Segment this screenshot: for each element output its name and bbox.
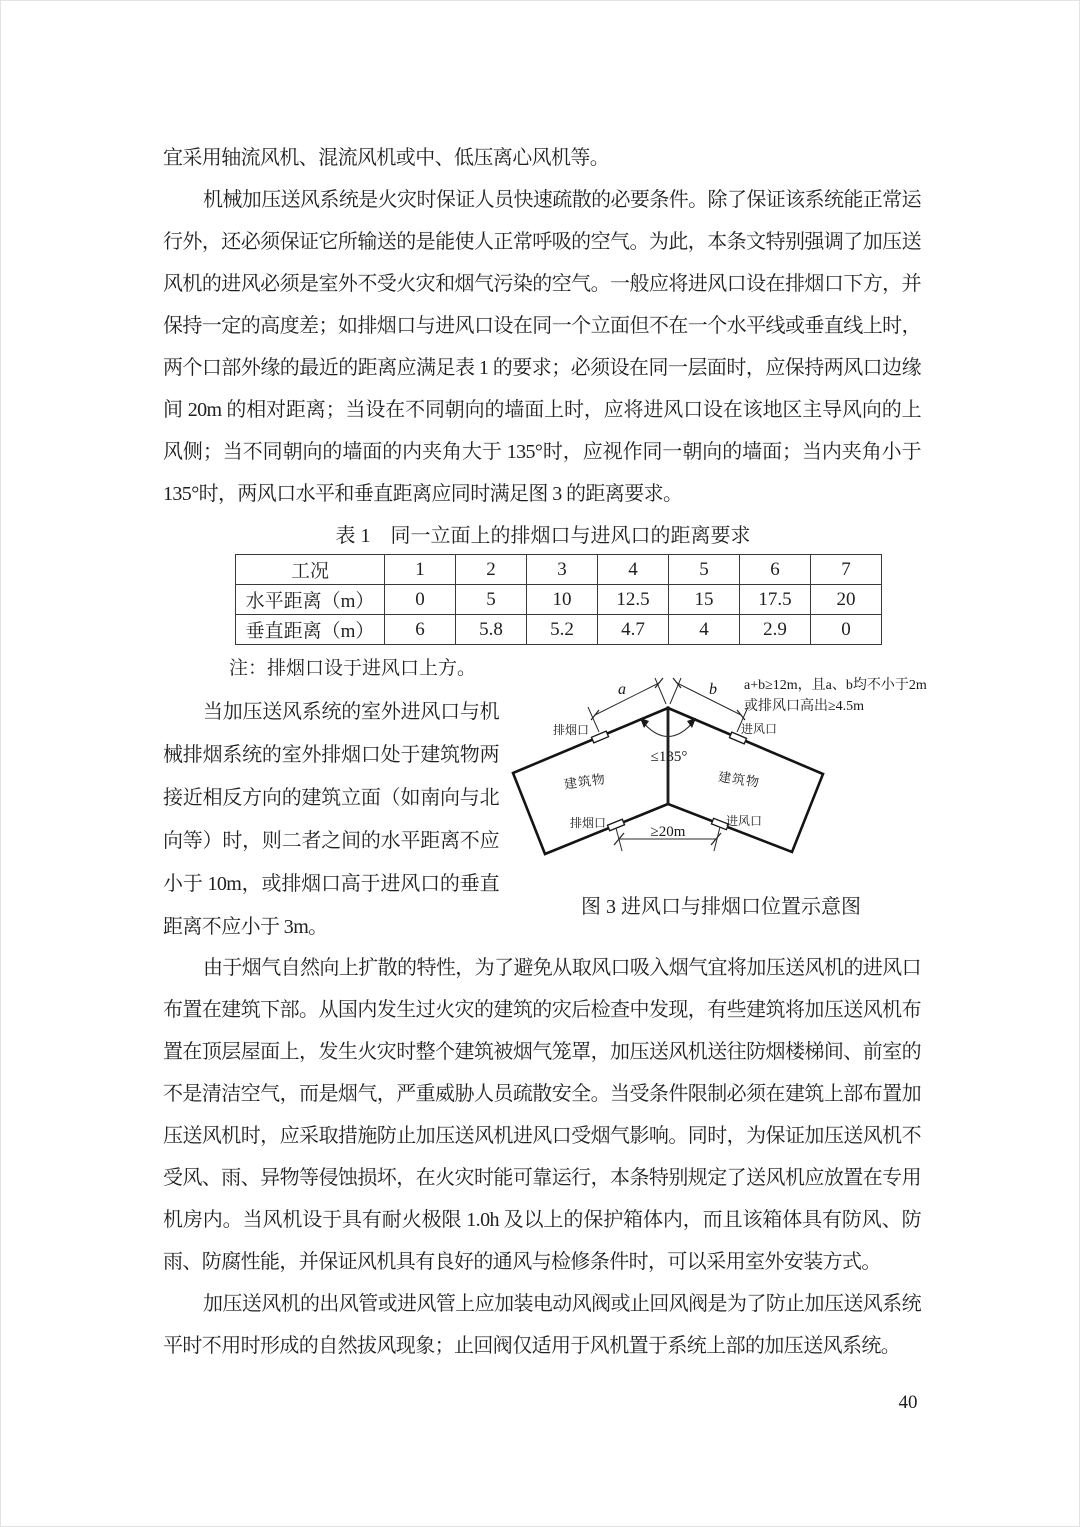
paragraph-mechanical: 机械加压送风系统是火灾时保证人员快速疏散的必要条件。除了保证该系统能正常运行外，还必须保证它所输送的是能使人正常呼吸的空气。为此，本条文特别强调了加压送风机的进风必须是室外不受火灾和烟气污染的空气。一般应将进风口设在排烟口下方，并保持一定的高度差；如排烟口与进风口设在同一个立面但不在一个水平线或垂直线上时，两个口部外缘的最近的距离应满足表 1 的要求；必须设在同一层面时，应保持两风口边缘间 20m 的相对距离；当设在不同朝向的墙面上时，应将进风口设在该地区主导风向的上风侧；当不同朝向的墙面的内夹角大于 135°时，应视作同一朝向的墙面；当内夹角小于 135°时，两风口水平和垂直距离应同时满足图 3 的距离要求。 [163,189,921,505]
smoke-outlet-label-top: 排烟口 [552,723,590,737]
table-cell: 水平距离（m） [236,585,385,615]
top-paragraph-block [163,137,921,515]
table-cell: 5.8 [456,615,527,645]
building-label-left: 建筑物 [563,771,607,792]
table-cell: 0 [385,585,456,615]
table-cell: 5.2 [527,615,598,645]
table-cell: 5 [669,555,740,585]
air-inlet-label-bottom: 进风口 [725,814,763,828]
paragraph-figure-side: 当加压送风系统的室外进风口与机械排烟系统的室外排烟口处于建筑物两接近相反方向的建筑立面（如南向与北向等）时，则二者之间的水平距离不应小于 10m，或排烟口高于进风口的垂直距离不应小于 3m。 [163,701,499,938]
figure-caption: 图 3 进风口与排烟口位置示意图 [581,896,861,918]
table-cell: 2 [456,555,527,585]
paragraph-valve: 加压送风机的出风管或进风管上应加装电动风阀或止回风阀是为了防止加压送风系统平时不用时形成的自然拔风现象；止回阀仅适用于风机置于系统上部的加压送风系统。 [163,1293,921,1357]
table-cell: 4 [669,615,740,645]
table-cell: 7 [811,555,882,585]
figure-side-paragraph-block [163,691,499,949]
building-diagram-svg [501,661,941,883]
table-note: 注：排烟口设于进风口上方。 [229,658,477,679]
table-cell: 工况 [236,555,385,585]
annotation-line1: a+b≥12m，且a、b均不小于2m [744,678,927,693]
table-cell: 6 [385,615,456,645]
table-cell: 垂直距离（m） [236,615,385,645]
page-number: 40 [898,1392,918,1413]
table-cell: 5 [456,585,527,615]
table-row-condition [236,555,882,585]
paragraph-intro: 宜采用轴流风机、混流风机或中、低压离心风机等。 [163,147,610,169]
figure-diagram [501,661,941,919]
table-cell: 20 [811,585,882,615]
table-cell: 3 [527,555,598,585]
building-label-right: 建筑物 [717,769,761,790]
table-cell: 12.5 [598,585,669,615]
paragraph-smoke-spread: 由于烟气自然向上扩散的特性，为了避免从取风口吸入烟气宜将加压送风机的进风口布置在建筑下部。从国内发生过火灾的建筑的灾后检查中发现，有些建筑将加压送风机布置在顶层屋面上，发生火灾时整个建筑被烟气笼罩，加压送风机送往防烟楼梯间、前室的不是清洁空气，而是烟气，严重威胁人员疏散安全。当受条件限制必须在建筑上部布置加压送风机时，应采取措施防止加压送风机进风口受烟气影响。同时，为保证加压送风机不受风、雨、异物等侵蚀损坏，在火灾时能可靠运行，本条特别规定了送风机应放置在专用机房内。当风机设于具有耐火极限 1.0h 及以上的保护箱体内，而且该箱体具有防风、防雨、防腐性能，并保证风机具有良好的通风与检修条件时，可以采用室外安装方式。 [163,957,921,1273]
table-cell: 1 [385,555,456,585]
dim-a-label: a [618,681,626,698]
table-cell: 17.5 [740,585,811,615]
distance-table [235,554,882,645]
dim-b-label: b [709,681,717,698]
table-cell: 4 [598,555,669,585]
table-cell: 6 [740,555,811,585]
table-row-horizontal [236,585,882,615]
extension-line [588,707,599,732]
table-cell: 4.7 [598,615,669,645]
table-cell: 2.9 [740,615,811,645]
angle-label: ≤135° [650,749,688,765]
table-title: 表 1 同一立面上的排烟口与进风口的距离要求 [335,525,751,547]
annotation-line2: 或排风口高出≥4.5m [744,699,865,714]
table-cell: 15 [669,585,740,615]
dimension-line-a [595,683,659,715]
smoke-outlet-label-bottom: 排烟口 [569,816,607,830]
bottom-paragraph-block [163,947,921,1367]
table-cell: 0 [811,615,882,645]
table-cell: 10 [527,585,598,615]
smoke-outlet-marker-top [591,731,608,743]
dim-a-tick [591,710,599,720]
table-row-vertical [236,615,882,645]
air-inlet-label-top: 进风口 [740,722,778,736]
dim-20m-label: ≥20m [650,824,686,840]
